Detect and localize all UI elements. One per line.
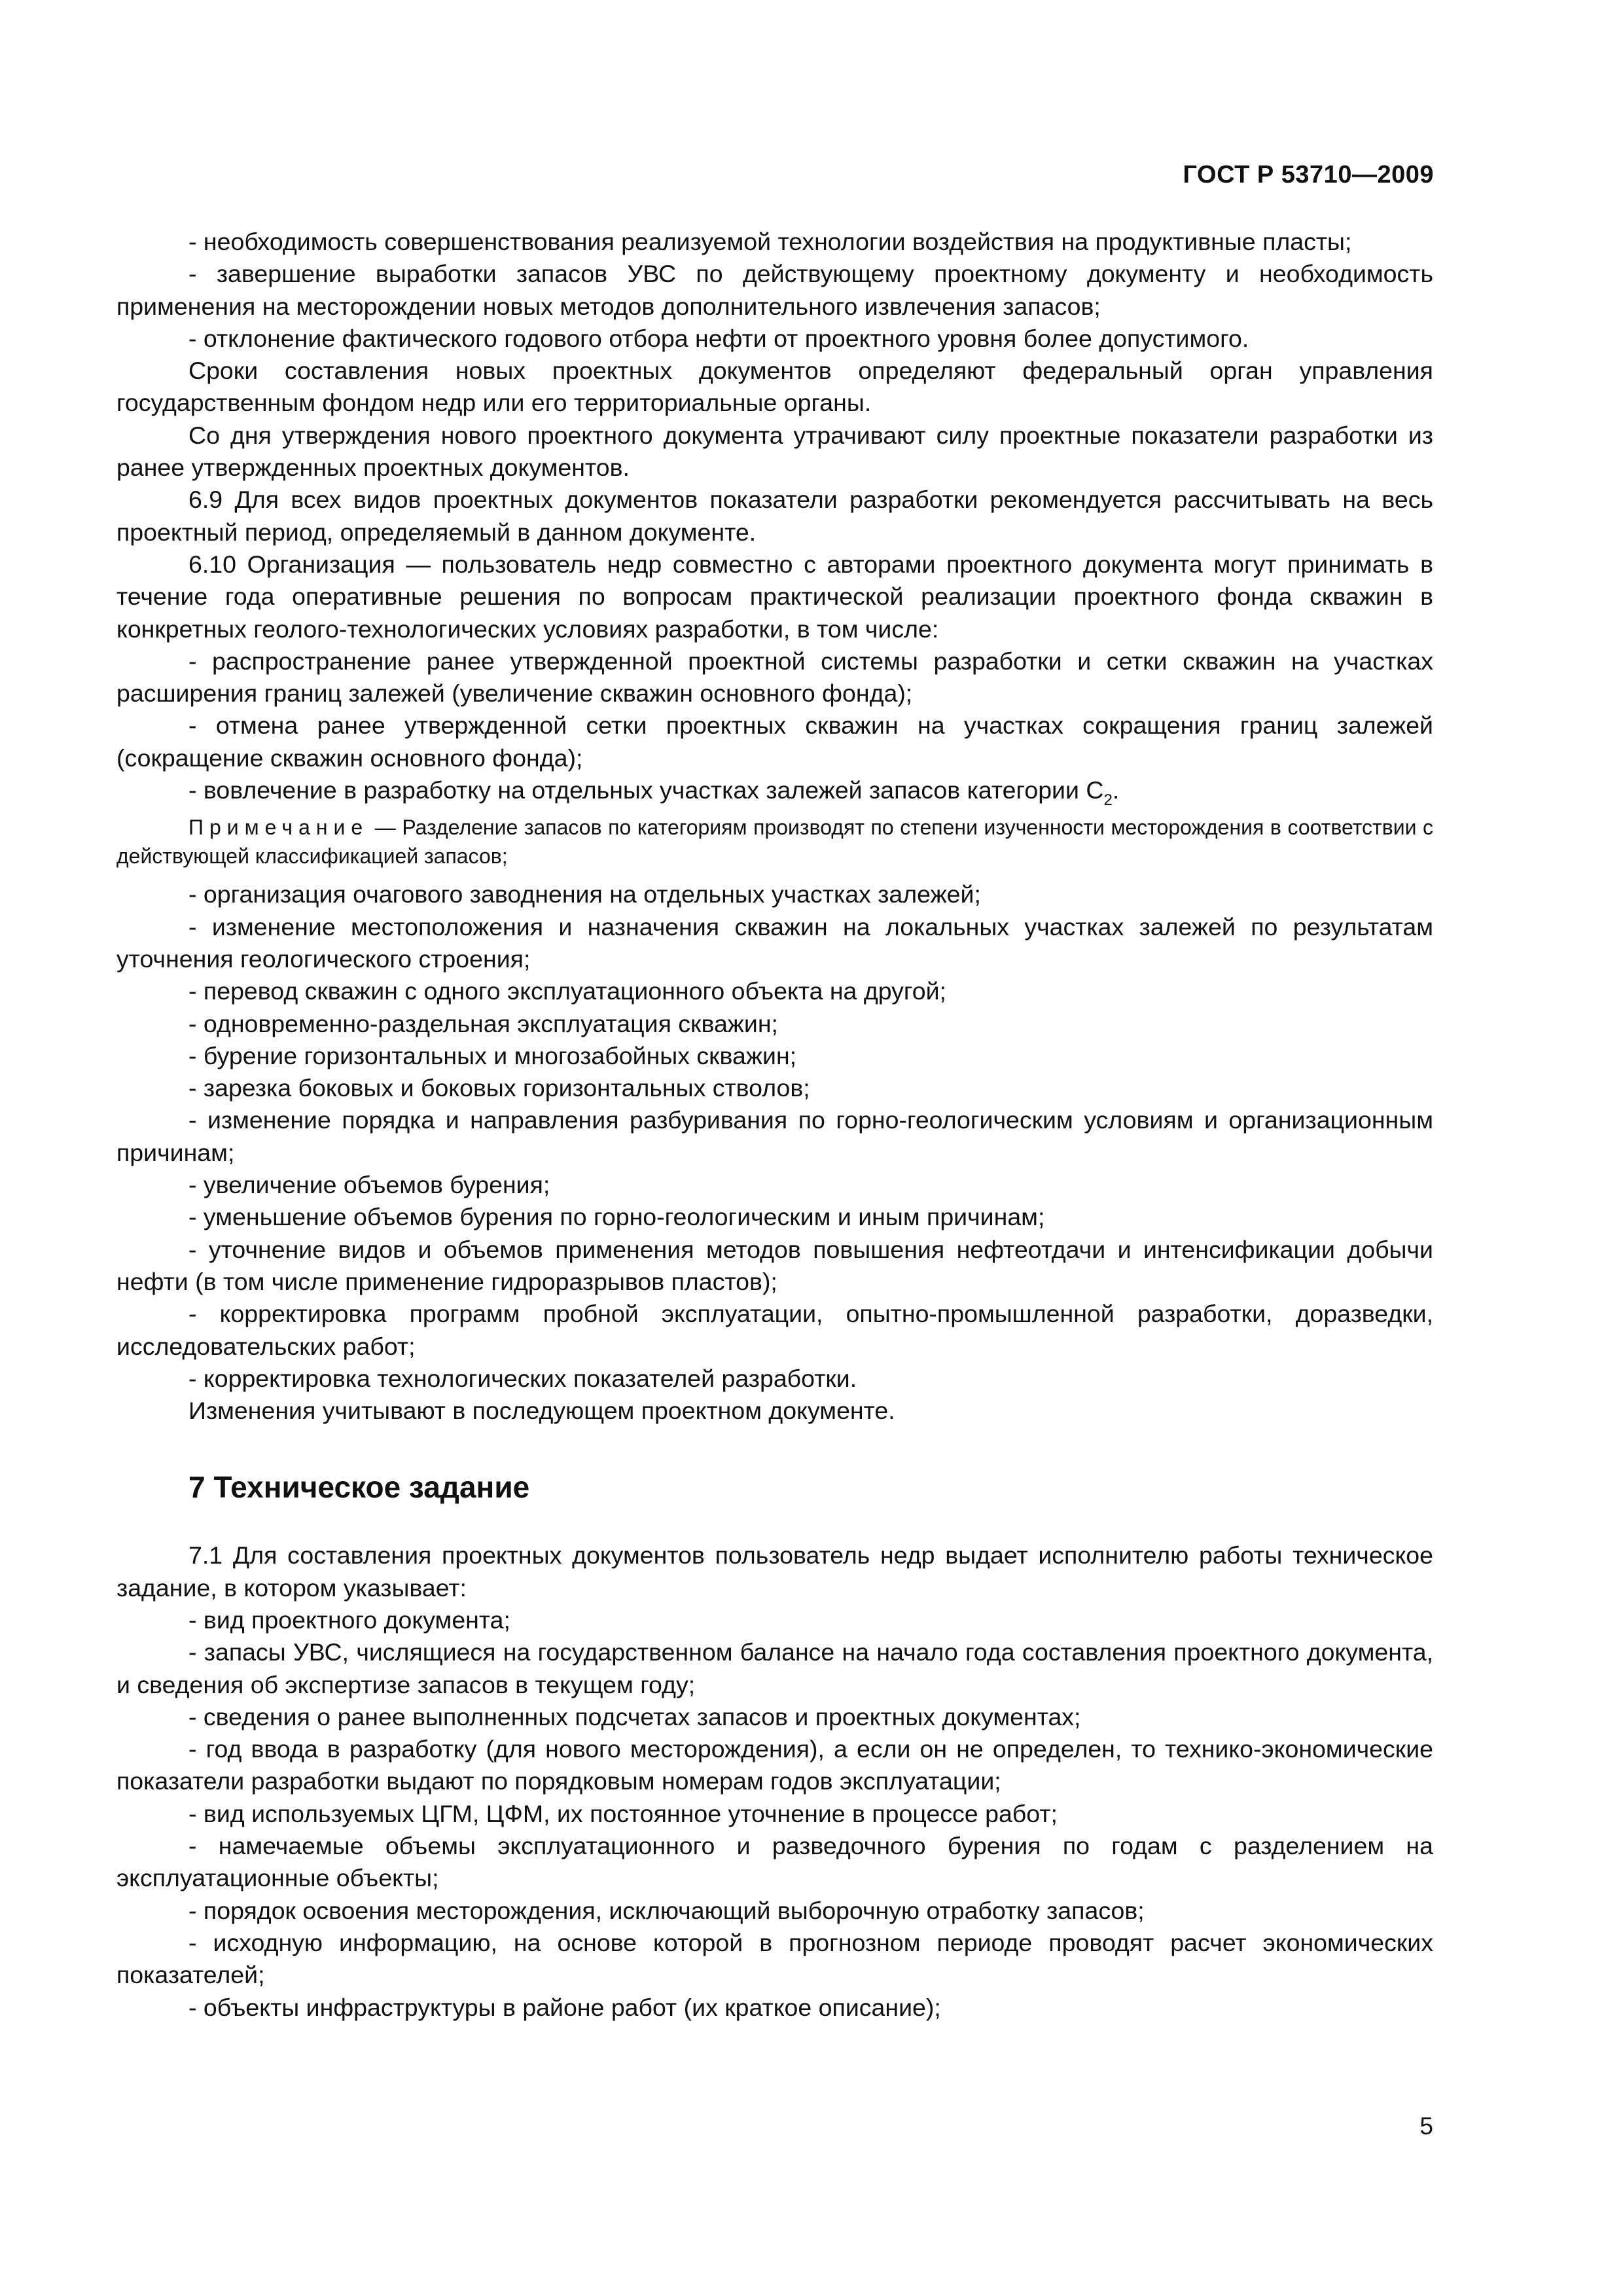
paragraph: - уточнение видов и объемов применения методов повышения нефтеотдачи и интенсификации добычи нефти (в том числе применение гидроразрывов пластов);: [116, 1235, 1433, 1295]
paragraph: - корректировка программ пробной эксплуатации, опытно-промышленной разработки, доразведки, исследовательских работ;: [116, 1300, 1433, 1360]
paragraph: - отмена ранее утвержденной сетки проектных скважин на участках сокращения границ залежей (сокращение скважин основного фонда);: [116, 711, 1433, 772]
paragraph: - запасы УВС, числящиеся на государственном балансе на начало года составления проектного документа, и сведения об экспертизе запасов в текущем году;: [116, 1638, 1433, 1698]
paragraph-c2-category: [116, 774, 1433, 810]
paragraph: - одновременно-раздельная эксплуатация скважин;: [188, 1009, 778, 1037]
paragraph: - бурение горизонтальных и многозабойных скважин;: [188, 1041, 797, 1069]
paragraph: - зарезка боковых и боковых горизонтальных стволов;: [188, 1074, 810, 1102]
section-heading: 7 Техническое задание: [188, 1470, 530, 1505]
paragraph: Сроки составления новых проектных документов определяют федеральный орган управления государственным фондом недр или его территориальные органы.: [116, 357, 1433, 417]
note: [116, 813, 1433, 870]
paragraph: - завершение выработки запасов УВС по действующему проектному документу и необходимость применения на месторождении новых методов дополнительного извлечения запасов;: [116, 260, 1433, 320]
c2-item-text: - вовлечение в разработку на отдельных участках залежей запасов категории C: [188, 776, 1104, 804]
section-7-body: [116, 1539, 1433, 2023]
paragraph: - уменьшение объемов бурения по горно-геологическим и иным причинам;: [188, 1203, 1045, 1231]
c2-item-end: .: [1112, 776, 1120, 804]
paragraph: 6.10 Организация — пользователь недр совместно с авторами проектного документа могут принимать в течение года оперативные решения по вопросам практической реализации проектного фонда скважин в конкретных геолого-технологических условиях разработки, в том числе:: [116, 550, 1433, 643]
paragraph: - порядок освоения месторождения, исключающий выборочную отработку запасов;: [188, 1896, 1145, 1924]
paragraph: 6.9 Для всех видов проектных документов показатели разработки рекомендуется рассчитывать на весь проектный период, определяемый в данном документе.: [116, 486, 1433, 546]
paragraph: - год ввода в разработку (для нового месторождения), а если он не определен, то технико-экономические показатели разработки выдают по порядковым номерам годов эксплуатации;: [116, 1735, 1433, 1795]
c2-subscript: 2: [1103, 791, 1113, 810]
paragraph: - изменение порядка и направления разбуривания по горно-геологическим условиям и организационным причинам;: [116, 1106, 1433, 1166]
note-text: — Разделение запасов по категориям производят по степени изученности месторождения в соответствии с действующей классификацией запасов;: [116, 816, 1434, 869]
note-label: Примечание: [188, 816, 369, 840]
page-body: [116, 226, 1433, 2024]
paragraph: - исходную информацию, на основе которой в прогнозном периоде проводят расчет экономических показателей;: [116, 1928, 1433, 1989]
paragraph: - отклонение фактического годового отбора нефти от проектного уровня более допустимого.: [188, 324, 1249, 352]
paragraph: - вид проектного документа;: [188, 1605, 510, 1634]
paragraph: - корректировка технологических показателей разработки.: [188, 1364, 857, 1392]
paragraph: - намечаемые объемы эксплуатационного и разведочного бурения по годам с разделением на эксплуатационные объекты;: [116, 1832, 1433, 1892]
paragraph: - перевод скважин с одного эксплуатационного объекта на другой;: [188, 977, 946, 1005]
page-number: 5: [1419, 2113, 1433, 2140]
paragraph: Изменения учитывают в последующем проектном документе.: [188, 1397, 895, 1425]
paragraph: - необходимость совершенствования реализуемой технологии воздействия на продуктивные пласты;: [188, 228, 1352, 255]
paragraph: 7.1 Для составления проектных документов пользователь недр выдает исполнителю работы техническое задание, в котором указывает:: [116, 1541, 1433, 1602]
paragraph: - сведения о ранее выполненных подсчетах запасов и проектных документах;: [188, 1702, 1081, 1731]
paragraph: - вид используемых ЦГМ, ЦФМ, их постоянное уточнение в процессе работ;: [188, 1799, 1058, 1827]
document-code: ГОСТ Р 53710—2009: [1183, 161, 1434, 188]
paragraph: - объекты инфраструктуры в районе работ (их краткое описание);: [188, 1993, 941, 2021]
paragraph: - организация очагового заводнения на отдельных участках залежей;: [188, 880, 981, 908]
paragraph-group-b: [116, 878, 1433, 1427]
paragraph: - распространение ранее утвержденной проектной системы разработки и сетки скважин на участках расширения границ залежей (увеличение скважин основного фонда);: [116, 647, 1433, 708]
paragraph: Со дня утверждения нового проектного документа утрачивают силу проектные показатели разработки из ранее утвержденных проектных документов.: [116, 421, 1433, 482]
paragraph: - изменение местоположения и назначения скважин на локальных участках залежей по результатам уточнения геологического строения;: [116, 912, 1433, 973]
paragraph-group-a: [116, 226, 1433, 810]
paragraph: - увеличение объемов бурения;: [188, 1171, 550, 1199]
